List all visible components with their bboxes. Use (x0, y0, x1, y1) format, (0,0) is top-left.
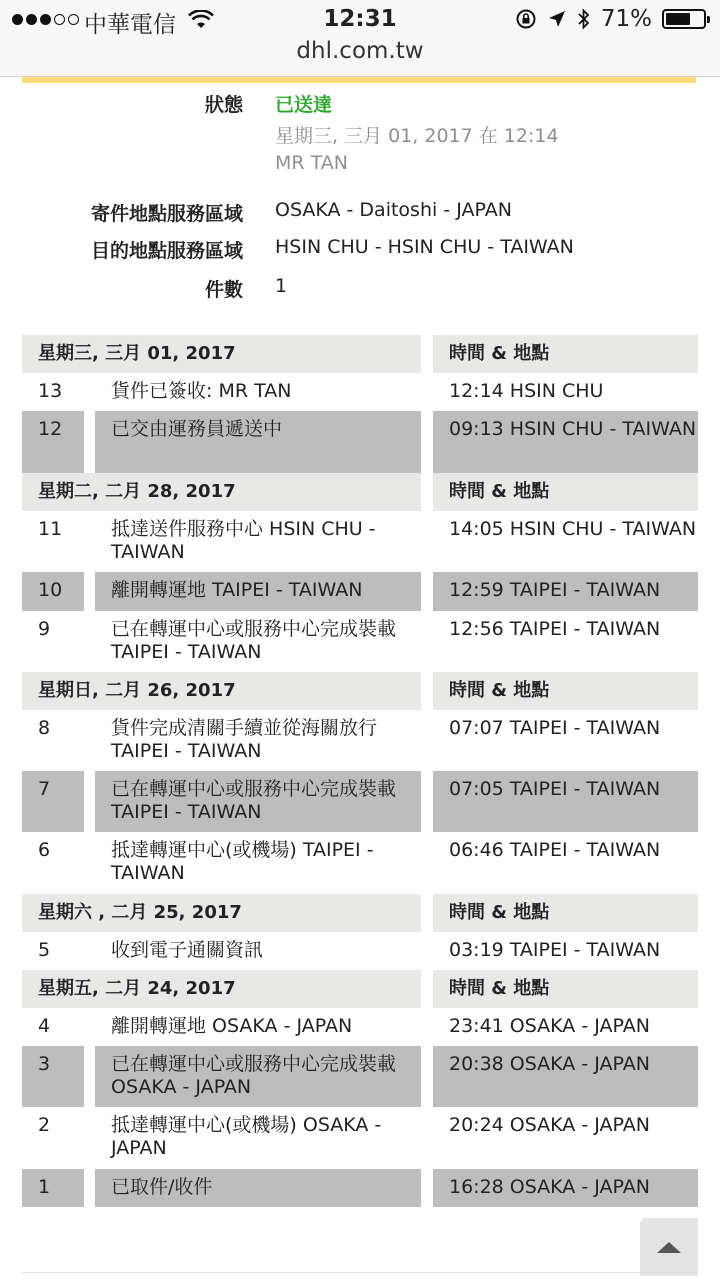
pieces-label: 件數 (204, 279, 243, 301)
table-row (22, 932, 698, 970)
footer-divider (22, 1272, 698, 1273)
event-time-location: 12:56 TAIPEI - TAIWAN (449, 618, 661, 640)
event-time-location: 12:14 HSIN CHU (449, 380, 604, 402)
time-location-header: 時間 & 地點 (433, 473, 698, 511)
event-description: 已在轉運中心或服務中心完成裝載 TAIPEI - TAIWAN (95, 771, 421, 832)
date-header: 星期二, 二月 28, 2017 (22, 473, 421, 511)
table-row (22, 1046, 698, 1107)
event-time-location: 07:07 TAIPEI - TAIWAN (449, 717, 661, 739)
battery-percent: 71% (600, 6, 652, 32)
status-bar (0, 4, 720, 38)
event-number: 8 (38, 717, 51, 739)
event-description: 收到電子通關資訊 (111, 939, 264, 961)
date-header-row (22, 894, 698, 932)
event-description: 已在轉運中心或服務中心完成裝載 TAIPEI - TAIWAN (111, 618, 397, 663)
event-description: 已交由運務員遞送中 (95, 411, 421, 473)
table-row (22, 1008, 698, 1046)
signed-by: MR TAN (275, 152, 348, 174)
event-description: 抵達轉運中心(或機場) TAIPEI - TAIWAN (111, 839, 374, 884)
event-number: 9 (38, 618, 51, 640)
event-number: 3 (22, 1046, 84, 1107)
carrier-name: 中華電信 (84, 12, 176, 38)
yellow-divider (22, 77, 696, 83)
event-number: 12 (22, 411, 84, 473)
table-row (22, 611, 698, 672)
date-header-row (22, 335, 698, 373)
event-number: 1 (22, 1169, 84, 1207)
time-location-header: 時間 & 地點 (433, 894, 698, 932)
event-description: 已取件/收件 (95, 1169, 421, 1207)
event-number: 4 (38, 1015, 51, 1037)
bluetooth-icon (577, 7, 591, 31)
event-number: 7 (22, 771, 84, 832)
table-row (22, 771, 698, 832)
origin-value: OSAKA - Daitoshi - JAPAN (275, 199, 512, 221)
destination-value: HSIN CHU - HSIN CHU - TAIWAN (275, 236, 574, 258)
event-number: 5 (38, 939, 51, 961)
delivered-datetime: 星期三, 三月 01, 2017 在 12:14 (275, 125, 559, 147)
date-header-row (22, 672, 698, 710)
event-description: 離開轉運地 OSAKA - JAPAN (111, 1015, 353, 1037)
event-description: 貨件完成清關手續並從海關放行 TAIPEI - TAIWAN (111, 717, 378, 762)
table-row (22, 1169, 698, 1207)
table-row (22, 832, 698, 894)
address-bar-url[interactable]: dhl.com.tw (296, 38, 424, 64)
date-header: 星期五, 二月 24, 2017 (22, 970, 421, 1008)
time-location-header: 時間 & 地點 (433, 970, 698, 1008)
event-time-location: 20:38 OSAKA - JAPAN (433, 1046, 698, 1107)
event-time-location: 07:05 TAIPEI - TAIWAN (433, 771, 698, 832)
battery-icon (662, 9, 706, 29)
browser-top-bar (0, 0, 720, 77)
clock: 12:31 (323, 6, 397, 32)
event-number: 2 (38, 1114, 51, 1136)
time-location-header: 時間 & 地點 (433, 672, 698, 710)
status-label: 狀態 (204, 94, 243, 116)
tracking-history-table (22, 335, 698, 1207)
origin-label: 寄件地點服務區域 (90, 203, 243, 225)
destination-label: 目的地點服務區域 (90, 240, 243, 262)
event-description: 離開轉運地 TAIPEI - TAIWAN (95, 572, 421, 611)
arrow-up-icon (657, 1242, 681, 1253)
date-header-row (22, 970, 698, 1008)
time-location-header: 時間 & 地點 (433, 335, 698, 373)
date-header: 星期三, 三月 01, 2017 (22, 335, 421, 373)
event-time-location: 16:28 OSAKA - JAPAN (433, 1169, 698, 1207)
status-value: 已送達 (275, 94, 333, 116)
event-time-location: 09:13 HSIN CHU - TAIWAN (433, 411, 698, 473)
pieces-value: 1 (275, 275, 288, 297)
location-arrow-icon (547, 9, 567, 29)
table-row (22, 411, 698, 473)
event-time-location: 23:41 OSAKA - JAPAN (449, 1015, 650, 1037)
event-description: 已在轉運中心或服務中心完成裝載 OSAKA - JAPAN (95, 1046, 421, 1107)
event-number: 6 (38, 839, 51, 861)
table-row (22, 511, 698, 572)
event-time-location: 06:46 TAIPEI - TAIWAN (449, 839, 661, 861)
event-description: 抵達轉運中心(或機場) OSAKA - JAPAN (111, 1114, 382, 1159)
event-number: 10 (22, 572, 84, 611)
event-time-location: 20:24 OSAKA - JAPAN (449, 1114, 650, 1136)
table-row (22, 1107, 698, 1169)
date-header: 星期日, 二月 26, 2017 (22, 672, 421, 710)
event-number: 13 (38, 380, 63, 402)
back-to-top-button[interactable] (640, 1218, 698, 1276)
date-header: 星期六 , 二月 25, 2017 (22, 894, 421, 932)
event-description: 貨件已簽收: MR TAN (111, 380, 292, 402)
rotation-lock-icon (515, 8, 537, 30)
table-row (22, 572, 698, 611)
event-description: 抵達送件服務中心 HSIN CHU - TAIWAN (111, 518, 376, 563)
event-time-location: 14:05 HSIN CHU - TAIWAN (449, 518, 697, 540)
date-header-row (22, 473, 698, 511)
table-row (22, 373, 698, 411)
table-row (22, 710, 698, 771)
event-number: 11 (38, 518, 63, 540)
event-time-location: 12:59 TAIPEI - TAIWAN (433, 572, 698, 611)
event-time-location: 03:19 TAIPEI - TAIWAN (449, 939, 661, 961)
